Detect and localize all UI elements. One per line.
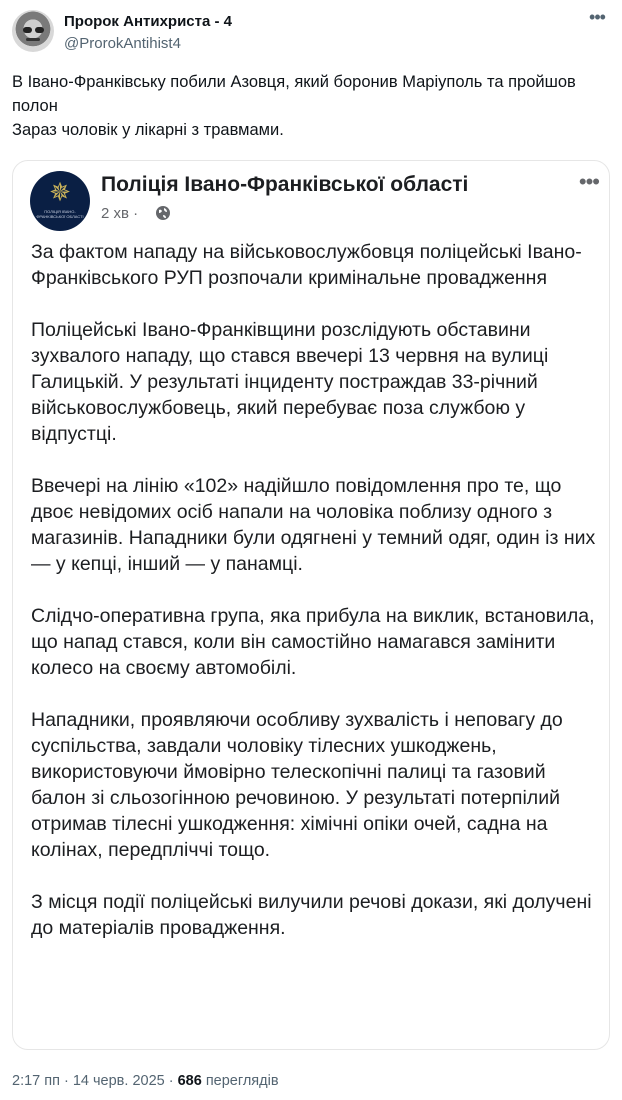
author-name[interactable]: Пророк Антихриста - 4: [64, 13, 232, 30]
tweet-text-line: Зараз чоловік у лікарні з травмами.: [12, 121, 284, 139]
post-time: 2 хв ·: [101, 205, 139, 222]
logo-text: ПОЛІЦІЯ ІВАНО-ФРАНКІВСЬКОЇ ОБЛАСТІ: [36, 209, 84, 219]
timestamp[interactable]: 2:17 пп · 14 черв. 2025 ·: [12, 1073, 174, 1089]
tweet-text-line: В Івано-Франківську побили Азовця, який боронив Маріуполь та пройшов полон: [12, 73, 576, 115]
tweet-meta: [12, 1073, 279, 1089]
avatar-mouth: [26, 38, 40, 41]
avatar[interactable]: [12, 10, 54, 52]
post-body: [31, 239, 605, 967]
avatar-eye: [35, 27, 44, 33]
post-paragraph: Поліцейські Івано-Франківщини розслідують обставини зухвалого нападу, що стався ввечері 13 червня на вулиці Галицькій. У результаті інциденту постраждав 33-річний військовослужбовець, який перебуває поза службою у відпустці.: [31, 319, 549, 445]
embedded-post-image[interactable]: [12, 160, 610, 1050]
avatar-eye: [23, 27, 32, 33]
police-logo: [30, 171, 90, 231]
views-count: 686: [177, 1073, 202, 1089]
tweet-header: [12, 7, 610, 58]
views-label: переглядів: [205, 1073, 279, 1089]
post-paragraph: Нападники, проявляючи особливу зухвалість і неповагу до суспільства, завдали чоловіку тілесних ушкоджень, використовуючи ймовірно телескопічні палиці та газовий балон зі сльозогінною речовиною. У результаті потерпілий отримав тілесні ушкодження: хімічні опіки очей, садна на колінах, передпліччі тощо.: [31, 709, 563, 861]
post-paragraph: Слідчо-оперативна група, яка прибула на виклик, встановила, що напад стався, коли він самостійно намагався замінити колесо на своєму автомобілі.: [31, 605, 595, 679]
post-paragraph: За фактом нападу на військовослужбовця поліцейські Івано-Франківського РУП розпочали кримінальне провадження: [31, 241, 582, 289]
post-paragraph: Ввечері на лінію «102» надійшло повідомлення про те, що двоє невідомих осіб напали на чоловіка поблизу одного з магазинів. Нападники були одягнені у темний одяг, один із них — у кепці, інший — у панамці.: [31, 475, 596, 575]
police-star-icon: ✵: [49, 177, 71, 207]
more-options-icon[interactable]: •••: [589, 7, 605, 27]
tweet-text: [12, 70, 608, 142]
globe-icon: [155, 205, 171, 221]
page-name: Поліція Івано-Франківської області: [101, 173, 469, 196]
author-handle[interactable]: @ProrokAntihist4: [64, 35, 181, 52]
card-more-icon: •••: [578, 169, 599, 194]
post-paragraph: З місця події поліцейські вилучили речові докази, які долучені до матеріалів провадження.: [31, 891, 592, 939]
